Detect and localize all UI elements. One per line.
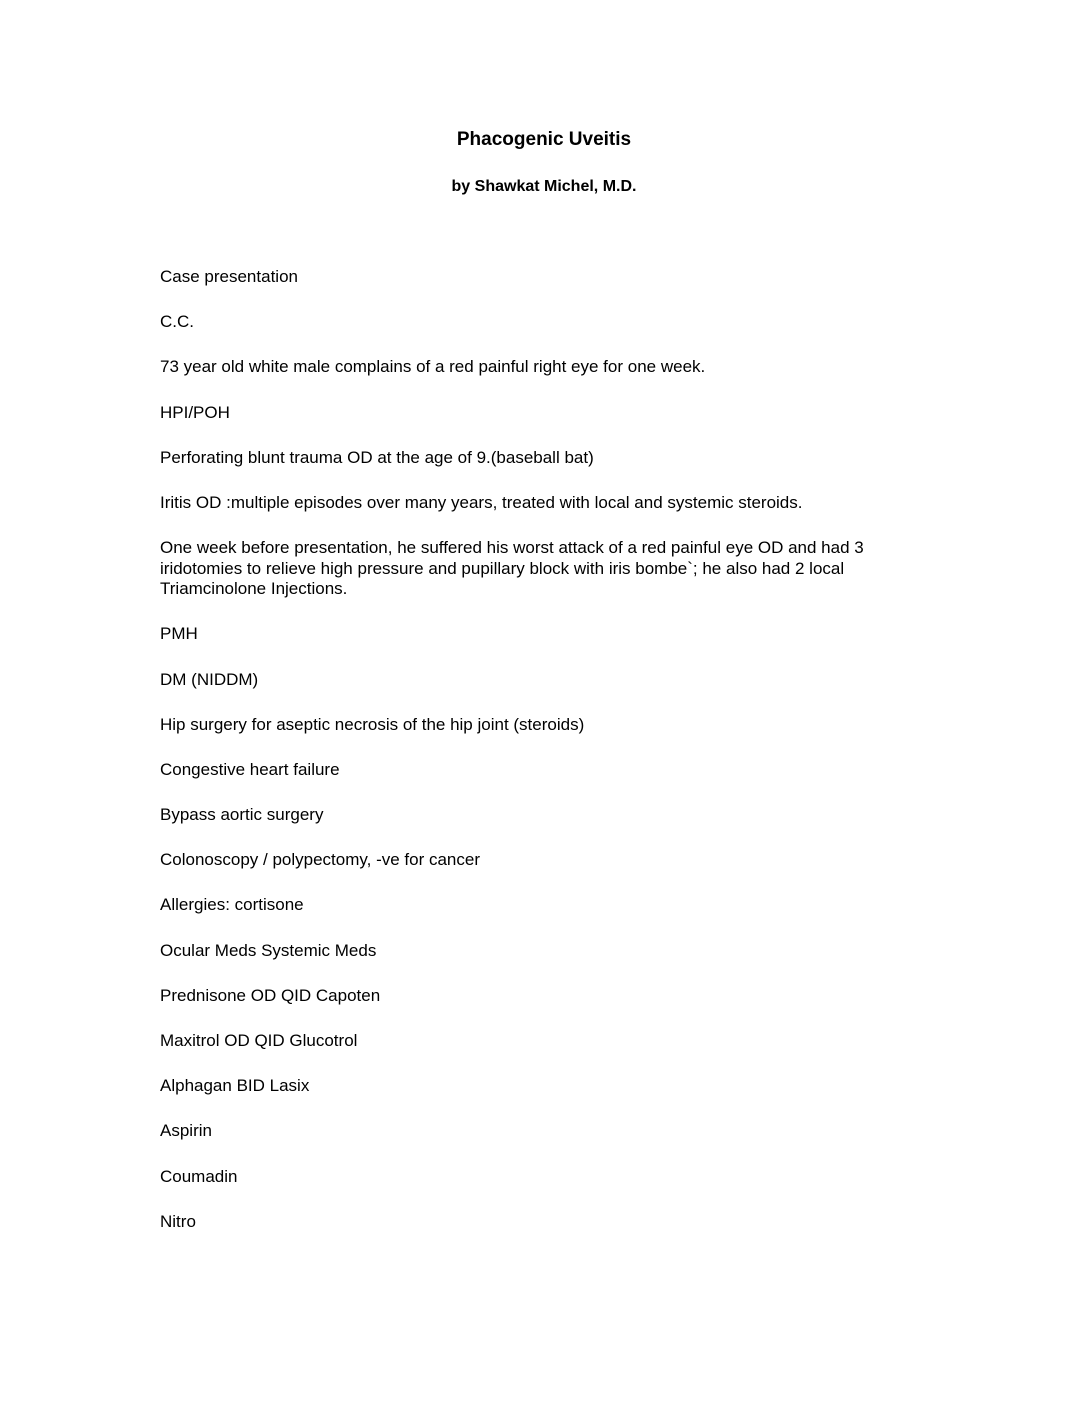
section-heading-chief-complaint: C.C. (160, 312, 194, 332)
medication-line: Aspirin (160, 1121, 212, 1141)
medical-history-item: Hip surgery for aseptic necrosis of the hip joint (steroids) (160, 714, 585, 734)
section-heading-pmh: PMH (160, 624, 198, 644)
meds-heading: Ocular Meds Systemic Meds (160, 940, 377, 960)
medication-line: Coumadin (160, 1166, 238, 1186)
document-body (160, 267, 920, 1257)
document-title: Phacogenic Uveitis (456, 129, 632, 150)
medication-line: Prednisone OD QID Capoten (160, 985, 381, 1005)
medication-line: Nitro (160, 1211, 196, 1231)
history-item: One week before presentation, he suffered his worst attack of a red painful eye OD and had 3 iridotomies to relieve high pressure and pupillary block with iris bombe`; he also had 2 local Triamcinolone Injections. (160, 538, 864, 599)
medical-history-item: Congestive heart failure (160, 759, 340, 779)
section-heading-hpi-poh: HPI/POH (160, 402, 230, 422)
chief-complaint-text: 73 year old white male complains of a red painful right eye for one week. (160, 357, 706, 377)
document-byline: by Shawkat Michel, M.D. (451, 178, 637, 195)
medical-history-item: Bypass aortic surgery (160, 805, 324, 825)
history-item: Perforating blunt trauma OD at the age of 9.(baseball bat) (160, 447, 594, 467)
allergies-line: Allergies: cortisone (160, 895, 304, 915)
history-item: Iritis OD :multiple episodes over many years, treated with local and systemic steroids. (160, 492, 803, 512)
medical-history-item: DM (NIDDM) (160, 669, 259, 689)
medication-line: Alphagan BID Lasix (160, 1076, 310, 1096)
medical-history-item: Colonoscopy / polypectomy, -ve for cancer (160, 850, 480, 870)
medication-line: Maxitrol OD QID Glucotrol (160, 1031, 358, 1050)
section-heading-case-presentation: Case presentation (160, 267, 298, 286)
